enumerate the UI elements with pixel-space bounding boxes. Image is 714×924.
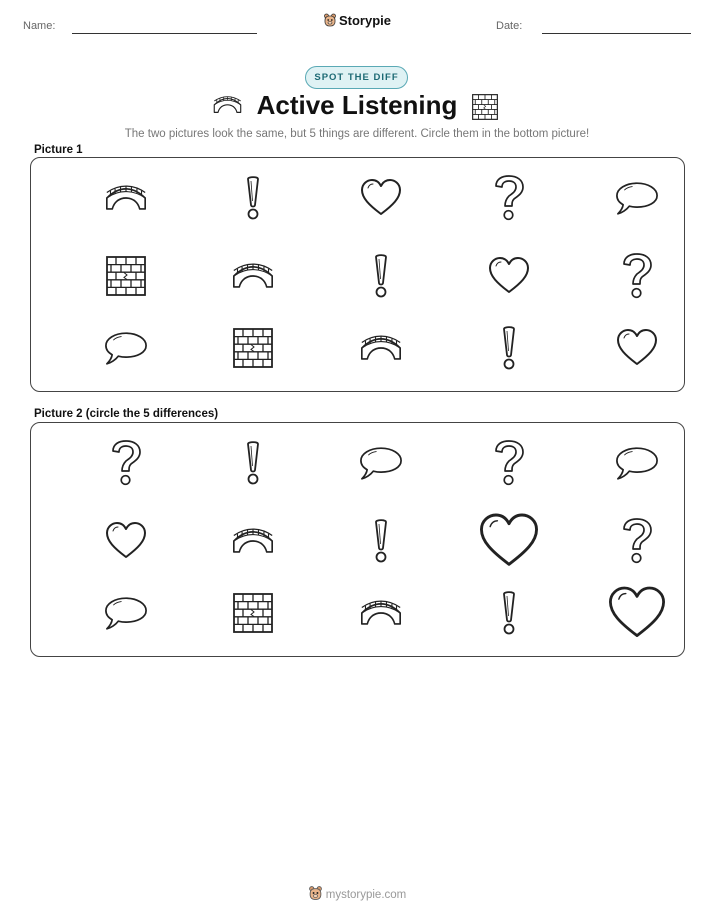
picture1-label: Picture 1 [34, 144, 83, 156]
exclamation-icon[interactable] [373, 519, 389, 563]
heart-icon [361, 180, 401, 216]
picture2-panel[interactable] [30, 422, 685, 657]
question-icon[interactable] [621, 518, 653, 564]
picture2-label: Picture 2 (circle the 5 differences) [34, 408, 219, 420]
exclamation-icon[interactable] [245, 441, 261, 485]
bridge-icon[interactable] [232, 528, 274, 554]
speech-bubble-icon [615, 181, 659, 216]
exclamation-icon [501, 326, 517, 370]
question-icon [621, 253, 653, 299]
name-label: Name: [23, 20, 56, 32]
heart-icon[interactable] [106, 523, 146, 559]
brick-wall-icon [472, 94, 498, 119]
bridge-icon[interactable] [360, 600, 402, 626]
speech-bubble-icon[interactable] [359, 446, 403, 481]
bridge-icon [105, 185, 147, 211]
instructions: The two pictures look the same, but 5 things are different. Circle them in the bottom picture! [124, 128, 590, 140]
footer-url: mystorypie.com [325, 889, 407, 901]
question-icon[interactable] [493, 440, 525, 486]
brick-wall-icon [233, 328, 273, 368]
date-label: Date: [496, 20, 523, 32]
brick-wall-icon [106, 256, 146, 296]
heart-icon [489, 258, 529, 294]
brand-logo [0, 13, 714, 28]
speech-bubble-icon [104, 331, 148, 366]
bridge-icon [360, 335, 402, 361]
speech-bubble-icon[interactable] [104, 596, 148, 631]
heart-icon [617, 330, 657, 366]
exclamation-icon [373, 254, 389, 298]
footer [0, 885, 714, 901]
date-line[interactable] [542, 33, 691, 34]
heart-icon[interactable] [609, 588, 665, 638]
bridge-icon [232, 263, 274, 289]
question-icon [493, 175, 525, 221]
brand-name: Storypie [338, 13, 391, 28]
spot-the-diff-badge: SPOT THE DIFF [305, 66, 408, 89]
exclamation-icon [245, 176, 261, 220]
exclamation-icon[interactable] [501, 591, 517, 635]
question-icon[interactable] [110, 440, 142, 486]
name-line[interactable] [72, 33, 257, 34]
heart-icon[interactable] [480, 515, 538, 567]
brick-wall-icon[interactable] [233, 593, 273, 633]
speech-bubble-icon[interactable] [615, 446, 659, 481]
mascot-icon [323, 13, 337, 27]
page-title: Active Listening [256, 90, 458, 120]
picture1-panel [30, 157, 685, 392]
mascot-icon [308, 885, 323, 901]
